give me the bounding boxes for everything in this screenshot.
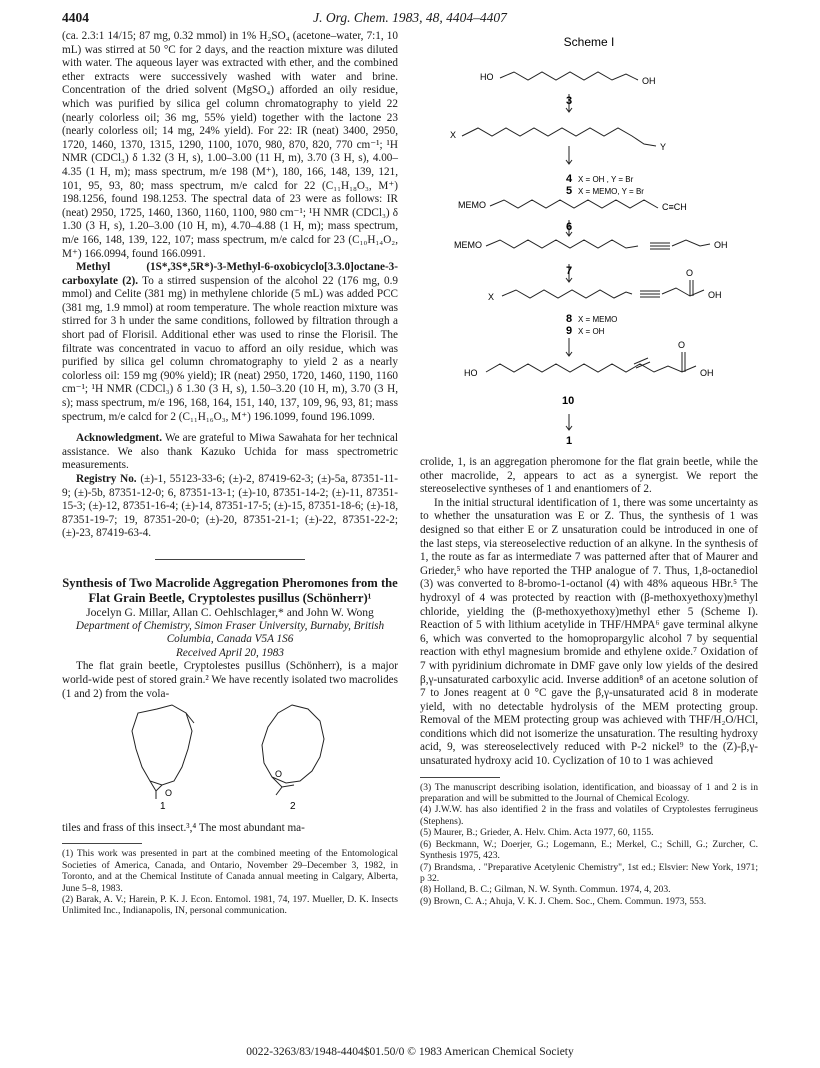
scheme-1	[420, 32, 758, 452]
scheme-8-o: O	[686, 268, 694, 278]
compound-1-label: 1	[566, 435, 573, 447]
compound-9-label: 9	[566, 325, 573, 337]
intro-paragraph: The flat grain beetle, Cryptolestes pusillus (Schönherr), is a major world-wide pest of stored grain.² We have recently isolated two macrolides (1 and 2) from the vola-	[62, 660, 398, 700]
scheme-8-oh: OH	[708, 290, 722, 300]
scheme-3-ho: HO	[480, 72, 494, 82]
scheme-4-y: Y	[660, 142, 667, 152]
compound-4-label: 4	[566, 173, 573, 185]
struct-2-label: 2	[290, 801, 296, 812]
right-paragraph-1: crolide, 1, is an aggregation pheromone for the flat grain beetle, while the other macrolide, 2, appears to act as a synergist. We report the stereoselective syntheses of 1 and enantiomers of 2.	[420, 456, 758, 496]
journal-citation: J. Org. Chem. 1983, 48, 4404–4407	[313, 10, 507, 25]
footnote-2: (2) Barak, A. V.; Harein, P. K. J. Econ. Entomol. 1981, 74, 197. Mueller, D. K. Insects Unlimited Inc., Indianapolis, IN, personal communication.	[62, 893, 398, 917]
scheme-6-memo: MEMO	[458, 200, 486, 210]
compound-3-label: 3	[566, 95, 573, 107]
article-authors: Jocelyn G. Millar, Allan C. Oehlschlager,* and John W. Wong	[86, 605, 374, 619]
footnote-9: (9) Brown, C. A.; Ahuja, V. K. J. Chem. Soc., Chem. Commun. 1973, 553.	[420, 895, 707, 907]
compound-8-desc: X = MEMO	[578, 315, 618, 324]
struct-2-oxygen: O	[275, 769, 283, 780]
article-affiliation: Department of Chemistry, Simon Fraser University, Burnaby, British Columbia, Canada V5A 1S6	[75, 619, 385, 646]
compound-9-desc: X = OH	[578, 327, 605, 336]
registry-numbers	[62, 473, 398, 541]
acknowledgment-text: We are grateful to Miwa Sawahata for her technical assistance. We also thank Kazuko Uchida for mass spectrometric measurements.	[62, 432, 398, 472]
scheme-3-oh: OH	[642, 76, 656, 86]
compound-8-label: 8	[566, 313, 573, 325]
scheme-6-cch: C≡CH	[662, 202, 687, 212]
right-column	[420, 456, 758, 907]
scheme-10-o: O	[678, 340, 686, 350]
compound-7-label: 7	[566, 265, 573, 277]
footnote-rule-right	[420, 777, 500, 778]
macrolide-structures	[62, 701, 398, 811]
acknowledgment-heading: Acknowledgment.	[76, 432, 163, 445]
compound-2-heading: Methyl (1S*,3S*,5R*)-3-Methyl-6-oxobicyclo[3.3.0]octane-3-carboxylate (2).	[62, 261, 398, 287]
acknowledgment	[62, 432, 398, 473]
registry-text: (±)-1, 55123-33-6; (±)-2, 87419-62-3; (±)-5a, 87351-11-9; (±)-5b, 87351-12-0; 6, 87351-13-1; (±)-10, 87351-14-2; (±)-11, 87351-15-3; (±)-12, 87351-16-4; (±)-14, 87351-17-5; (±)-15, 87351-18-6; (±)-18, 87351-19-7; 19, 87351-20-0; (±)-20, 87351-21-1; (±)-22, 87351-22-2; (±)-23, 87419-63-4.	[62, 473, 398, 540]
scheme-7-memo: MEMO	[454, 240, 482, 250]
experimental-paragraph: (ca. 2.3:1 14/15; 87 mg, 0.32 mmol) in 1% H₂SO₄ (acetone–water, 7:1, 10 mL) was stirred at 50 °C for 2 days, and the reaction mixture was diluted with water. The aqueous layer was extracted with ether, and the combined ether extracts were successively washed with water and brine. Concentration of the dried solvent (MgSO₄) afforded an oily residue, which was purified by silica gel column chromatography to yield 22 (nearly colorless oil; 36 mg, 55% yield) together with the lactone 23 (nearly colorless oil; 14 mg, 24% yield). For 22: IR (neat) 3400, 2950, 1720, 1460, 1370, 1315, 1290, 1100, 1070, 980, 870, 820, 770 cm⁻¹; ¹H NMR (CDCl₃) δ 1.32 (3 H, s), 1.00–3.00 (11 H, m), 3.70 (3 H, s), 4.00–4.35 (1 H, m); mass spectrum, m/e 198 (M⁺), 180, 166, 148, 139, 121, 101, 95, 93, 80; mass spectrum, m/e calcd for 22 (C₁₁H₁₈O₃, M⁺) 198.1256, found 198.1253. The spectral data of 23 were as follows: IR (neat) 2950, 1725, 1460, 1360, 1160, 1100, 980 cm⁻¹; ¹H NMR (CDCl₃) δ 1.30 (3 H, s), 1.20–3.00 (10 H, m), 4.70–4.88 (1 H, m); mass spectrum, m/e 166, 148, 139, 122, 107; mass spectrum, m/e calcd for 23 (C₁₀H₁₄O₂, M⁺) 166.0994, found 166.0991.	[62, 30, 398, 260]
scheme-4-x: X	[450, 130, 457, 140]
footnote-rule	[62, 843, 142, 844]
scheme-7-oh: OH	[714, 240, 728, 250]
compound-4-desc: X = OH , Y = Br	[578, 175, 634, 184]
footnote-4: (4) J.W.W. has also identified 2 in the frass and volatiles of Cryptolestes ferrugineus (Stephens).	[420, 804, 758, 827]
footnote-1: (1) This work was presented in part at the combined meeting of the Entomological Societies of America, Canada, and Ontario, November 29–December 3, 1982, in Toronto, and at the Chemical Institute of Canada annual meeting in Calgary, Alberta, June 5–8, 1983.	[62, 848, 398, 894]
section-divider	[155, 559, 305, 560]
left-column	[62, 30, 398, 917]
intro-continued: tiles and frass of this insect.³,⁴ The most abundant ma-	[62, 821, 305, 834]
scheme-10-ho: HO	[464, 368, 478, 378]
right-paragraph-2: In the initial structural identification of 1, there was some uncertainty as to whether the unsaturation was E or Z. Thus, the synthesis of 1 was designed so that either E or Z unsaturation could be introduced in one of the last steps, via stereoselective reduction of an alkyne. In the synthesis of 1, the route as far as intermediate 7 was patterned after that of Maurer and Grieder,⁵ who have reported the THP analogue of 7. Thus, 1,8-octanediol (3) was converted to 8-bromo-1-octanol (4) with 48% aqueous HBr.⁵ The hydroxyl of 4 was protected by reaction with (β-methoxyethoxy)methyl chloride, yielding the (β-methoxyethoxy)methyl ether 5 (Scheme I). Reaction of 5 with lithium acetylide in THF/HMPA⁶ gave terminal alkyne 6, which was converted to the homopropargylic alcohol 7 by sequential reaction with ethyl magnesium bromide and ethylene oxide.⁷ Oxidation of 7 with pyridinium dichromate in DMF gave only low yields of the desired β,γ-unsaturated carboxylic acid. Inverse addition⁸ of an acetone solution of 7 to Jones reagent at 0 °C gave the β,γ-unsaturated acid 8 in moderate yield, with no detectable hydrolysis of the MEM protecting group. Removal of the MEM protecting group was achieved with THF/H₂O/HCl, conditions which did not isomerize the unsaturation. The resulting hydroxy acid, 9, was stereoselectively reduced with P-2 nickel⁹ to the (Z)-β,γ-unsaturated hydroxy acid 10. Cyclization of 10 to 1 was achieved	[420, 496, 758, 768]
scheme-8-x: X	[488, 292, 495, 302]
compound-2-paragraph	[62, 261, 398, 424]
compound-5-desc: X = MEMO, Y = Br	[578, 187, 644, 196]
footnote-6: (6) Beckmann, W.; Doerjer, G.; Logemann, E.; Merkel, C.; Schill, G.; Zurcher, C. Synthesis 1975, 423.	[420, 838, 758, 862]
compound-10-label: 10	[562, 395, 575, 407]
registry-heading: Registry No.	[76, 473, 137, 485]
compound-2-text: To a stirred suspension of the alcohol 22 (176 mg, 0.9 mmol) and Celite (381 mg) in methylene chloride (5 mL) was added PCC (381 mg, 1.9 mmol) at room temperature. The whole reaction mixture was stirred for 3 h under the same conditions, followed by filtration through a short pad of Florisil. Additional ether was used to rinse the Florisil. The filtrate was concentrated in vacuo to afford an oily residue, which was purified by silica gel column chromatography to yield 2 as a nearly colorless oil: 159 mg (90% yield); IR (neat) 2950, 1720, 1460, 1190, 1160 cm⁻¹; ¹H NMR (CDCl₃) δ 1.30 (3 H, s), 1.50–3.20 (10 H, m), 3.70 (3 H, s); mass spectrum, m/e 196, 168, 164, 151, 140, 137, 109, 96, 93, 81; mass spectrum, m/e calcd for 2 (C₁₁H₁₆O₃, M⁺) 196.1099, found 196.1099.	[62, 274, 399, 423]
received-date: Received April 20, 1983	[176, 646, 284, 659]
footnote-3: (3) The manuscript describing isolation, identification, and bioassay of 1 and 2 is in preparation and will be submitted to the Journal of Chemical Ecology.	[420, 781, 758, 805]
scheme-10-oh: OH	[700, 368, 714, 378]
struct-1-label: 1	[160, 801, 166, 812]
page-footer: 0022-3263/83/1948-4404$01.50/0 © 1983 American Chemical Society	[246, 1046, 574, 1058]
footnote-7: (7) Brandsma, . "Preparative Acetylenic Chemistry", 1st ed.; Elsvier: New York, 1971; p 32.	[420, 861, 758, 884]
compound-6-label: 6	[566, 221, 573, 233]
article-title: Synthesis of Two Macrolide Aggregation Pheromones from the Flat Grain Beetle, Cryptolestes pusillus (Schönherr)¹	[62, 575, 398, 605]
footnote-8: (8) Holland, B. C.; Gilman, N. W. Synth. Commun. 1974, 4, 203.	[420, 884, 671, 896]
scheme-title: Scheme I	[563, 35, 615, 49]
running-header	[62, 10, 758, 28]
footnote-5: (5) Maurer, B.; Grieder, A. Helv. Chim. Acta 1977, 60, 1155.	[420, 827, 654, 839]
page-number: 4404	[62, 10, 89, 25]
compound-5-label: 5	[566, 185, 573, 197]
struct-1-oxygen: O	[165, 788, 173, 799]
